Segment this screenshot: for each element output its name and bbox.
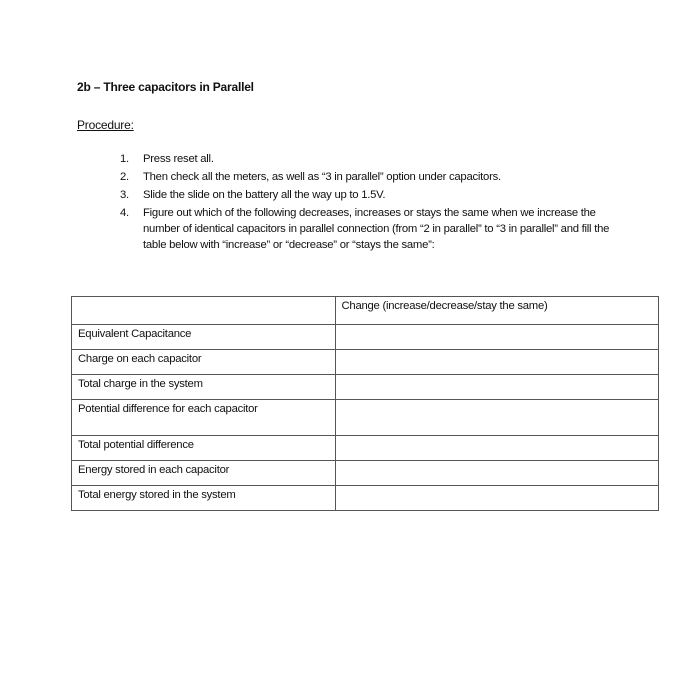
step-number: 3. [120, 189, 129, 201]
table-row [72, 400, 659, 436]
answer-cell[interactable] [335, 325, 659, 350]
step-text: Figure out which of the following decreases, increases or stays the same when we increase the number of identical capacitors in parallel connection (from “2 in parallel” to “3 in parallel” and fill the table below with “increase” or “decrease” or “stays the same”: [143, 207, 610, 251]
header-cell-change: Change (increase/decrease/stay the same) [335, 297, 659, 325]
step-number: 2. [120, 171, 129, 183]
change-table [71, 296, 659, 511]
table-row [72, 325, 659, 350]
answer-cell[interactable] [335, 436, 659, 461]
answer-cell[interactable] [335, 375, 659, 400]
answer-cell[interactable] [335, 400, 659, 436]
quantity-cell: Total potential difference [72, 436, 336, 461]
step-text: Press reset all. [143, 153, 214, 165]
section-heading: 2b – Three capacitors in Parallel [77, 80, 254, 94]
answer-cell[interactable] [335, 486, 659, 511]
step-2 [120, 168, 620, 186]
table-row [72, 350, 659, 375]
quantity-cell: Equivalent Capacitance [72, 325, 336, 350]
step-4 [120, 204, 620, 254]
answer-cell[interactable] [335, 350, 659, 375]
header-cell-quantity [72, 297, 336, 325]
table-header-row [72, 297, 659, 325]
step-number: 4. [120, 207, 129, 219]
step-text: Slide the slide on the battery all the way up to 1.5V. [143, 189, 386, 201]
table-row [72, 375, 659, 400]
step-1 [120, 150, 620, 168]
procedure-label: Procedure: [77, 118, 134, 132]
procedure-steps [120, 150, 620, 254]
quantity-cell: Energy stored in each capacitor [72, 461, 336, 486]
quantity-cell: Total charge in the system [72, 375, 336, 400]
quantity-cell: Total energy stored in the system [72, 486, 336, 511]
quantity-cell: Charge on each capacitor [72, 350, 336, 375]
step-3 [120, 186, 620, 204]
table-row [72, 486, 659, 511]
step-text: Then check all the meters, as well as “3 in parallel” option under capacitors. [143, 171, 501, 183]
quantity-cell: Potential difference for each capacitor [72, 400, 336, 436]
table-row [72, 436, 659, 461]
answer-cell[interactable] [335, 461, 659, 486]
step-number: 1. [120, 153, 129, 165]
table-row [72, 461, 659, 486]
